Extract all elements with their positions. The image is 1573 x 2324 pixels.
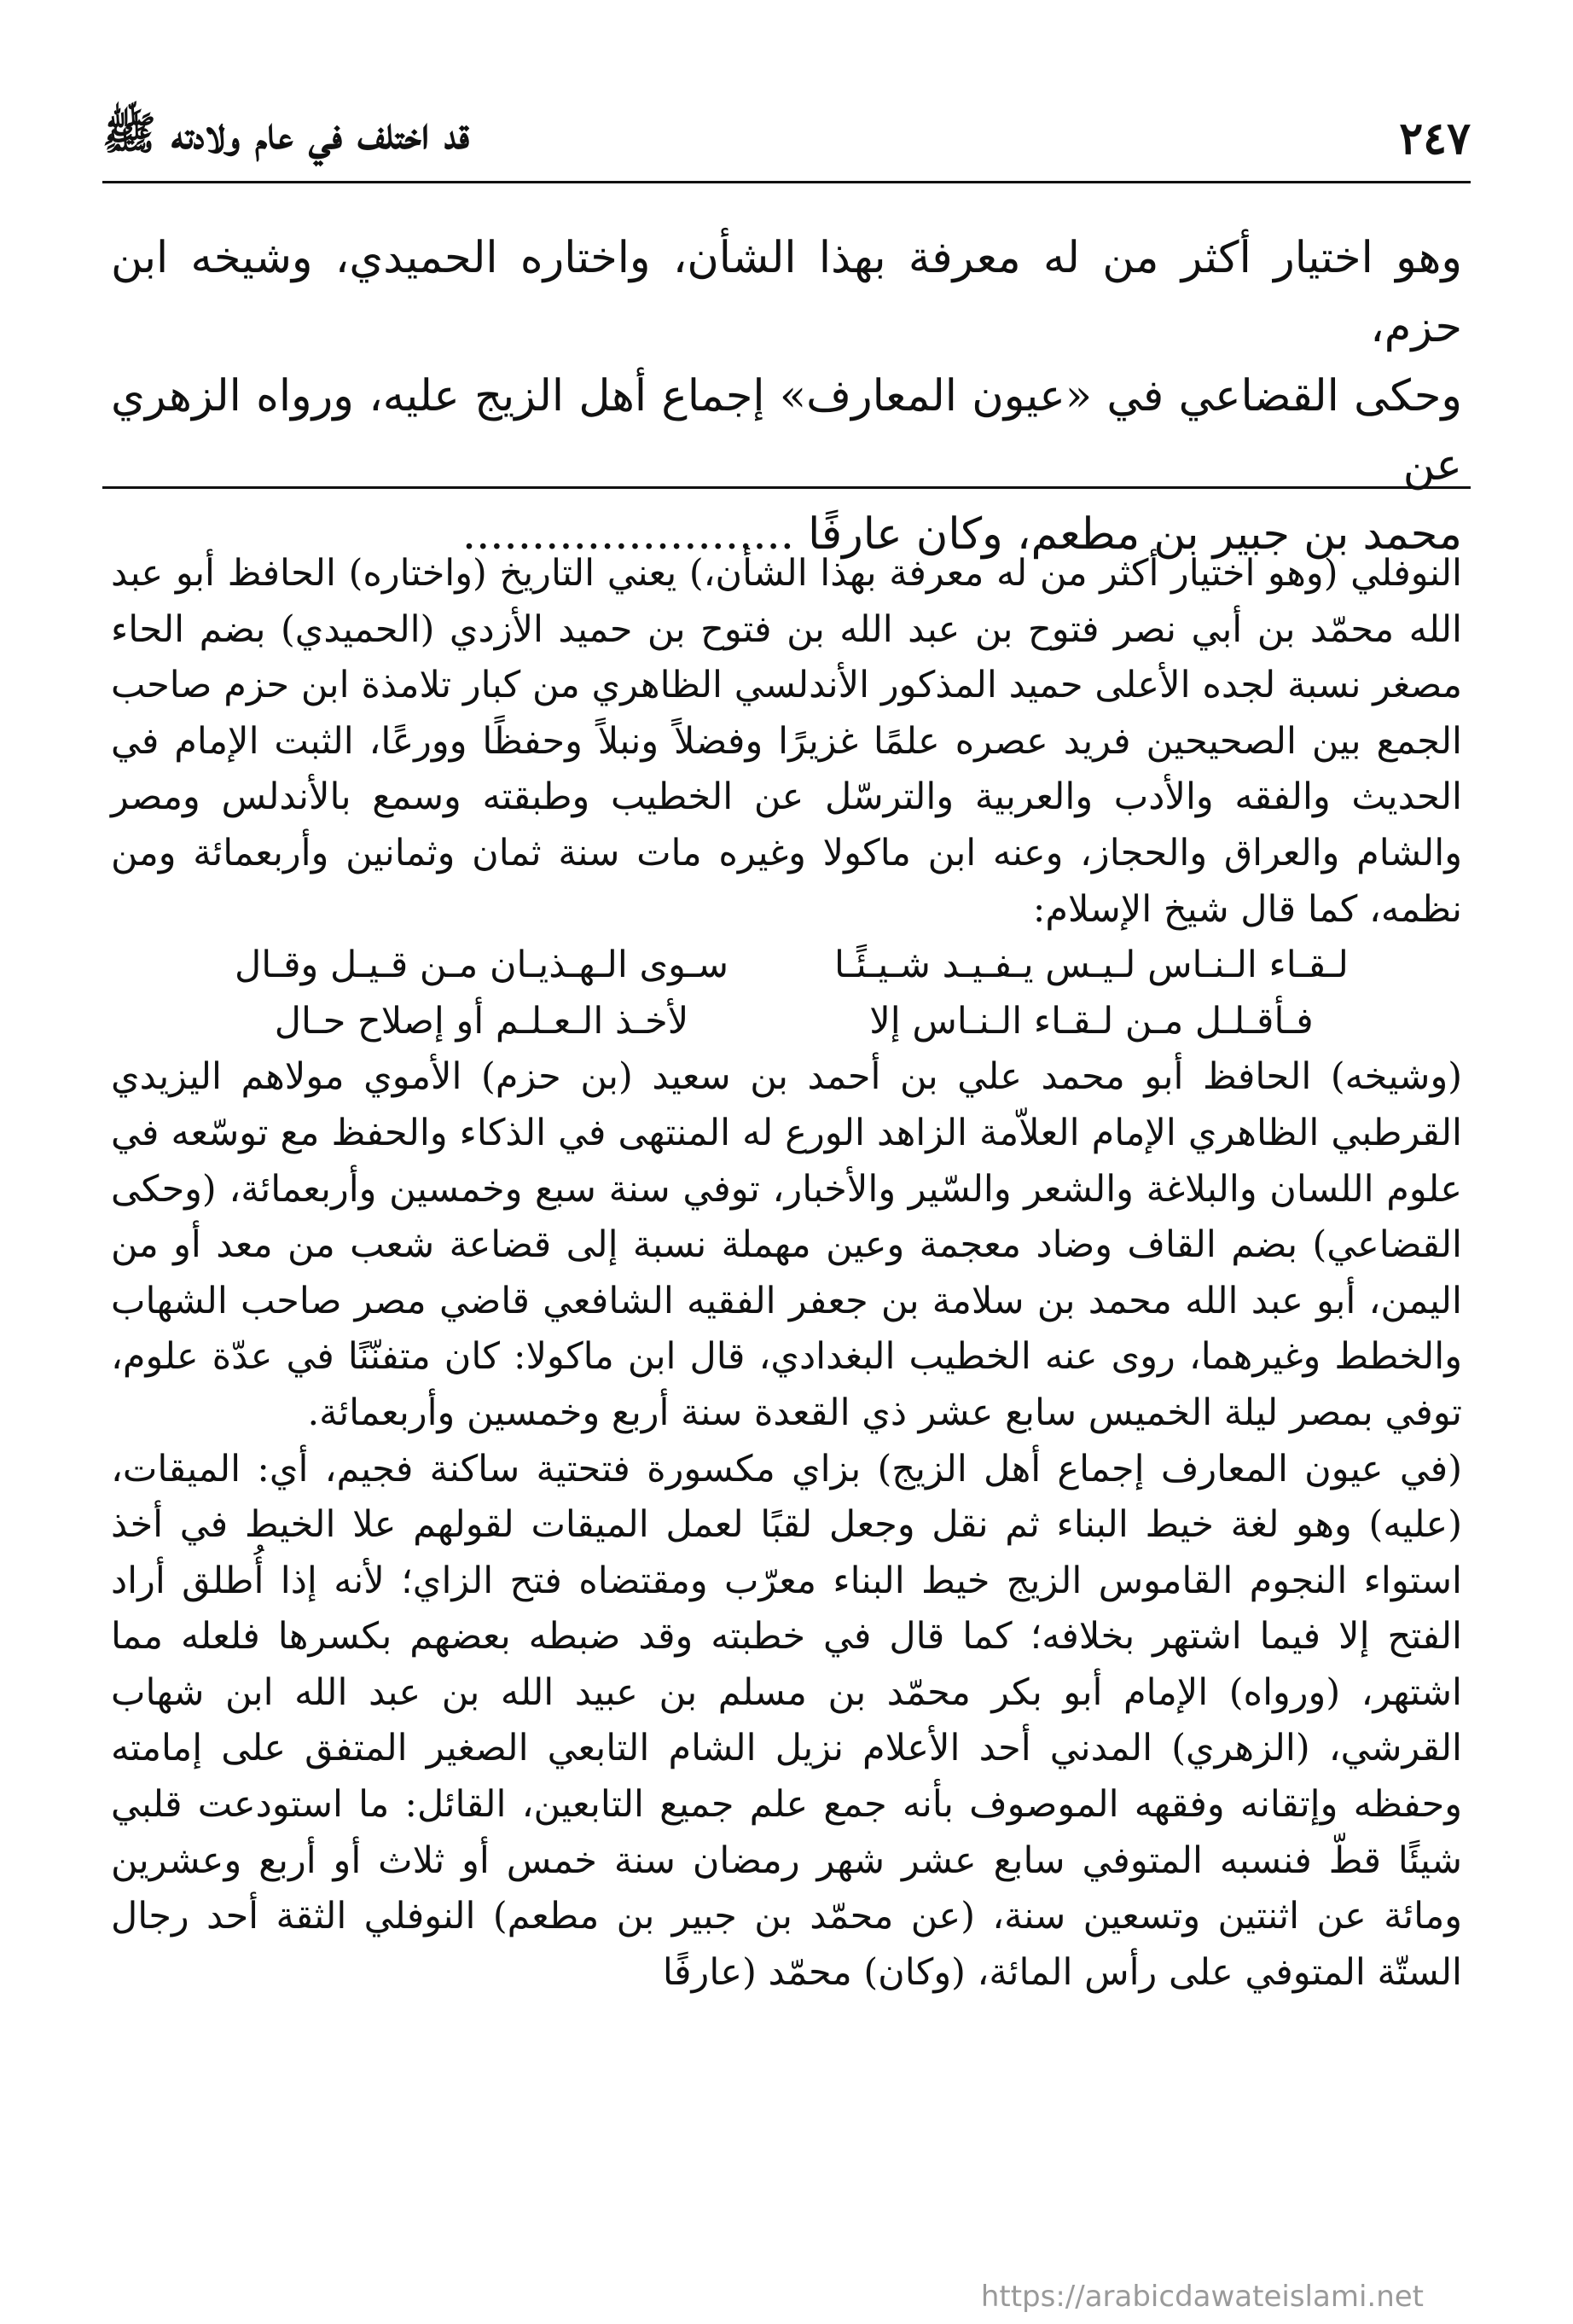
main-text-line: وهو اختيار أكثر من له معرفة بهذا الشأن، واختاره الحميدي، وشيخه ابن حزم، <box>111 233 1462 352</box>
poem-verse <box>222 938 1351 994</box>
main-text-line: وحكى القضاعي في «عيون المعارف» إجماع أهل الزيج عليه، ورواه الزهري عن <box>111 371 1462 491</box>
main-text <box>111 224 1462 569</box>
section-divider <box>102 486 1471 489</box>
poem <box>111 938 1462 1049</box>
watermark-url: https://arabicdawateislami.net <box>980 2280 1424 2314</box>
page-number: ٢٤٧ <box>1399 112 1471 165</box>
verse-second-hemistich: سـوى الـهـذيـان مـن قـيـل وقـال <box>235 944 728 987</box>
dotted-continuation: ........................ <box>461 509 794 560</box>
main-text-line-content: محمد بن جبير بن مطعم، وكان عارفًا <box>808 509 1462 560</box>
commentary-paragraph: (وشيخه) الحافظ أبو محمد علي بن أحمد بن سعيد (بن حزم) الأموي مولاهم اليزيدي القرطبي الظاهري الإمام العلاّمة الزاهد الورع له المنتهى في الذكاء والحفظ مع توسّعه في علوم اللسان والبلاغة والشعر والسّير والأخبار، توفي سنة سبع وخمسين وأربعمائة، (وحكى القضاعي) بضم القاف وضاد معجمة وعين مهملة نسبة إلى قضاعة شعب من معد أو من اليمن، أبو عبد الله محمد بن سلامة بن جعفر الفقيه الشافعي قاضي مصر صاحب الشهاب والخطط وغيرهما، روى عنه الخطيب البغدادي، قال ابن ماكولا: كان متفنّنًا في عدّة علوم، توفي بمصر ليلة الخميس سابع عشر ذي القعدة سنة أربع وخمسين وأربعمائة. <box>111 1055 1462 1434</box>
commentary-text <box>111 546 1462 2001</box>
running-title: قد اختلف في عام ولادته ﷺ <box>102 107 470 160</box>
page-header <box>102 96 1471 183</box>
verse-first-hemistich: فـأقـلـل مـن لـقـاء الـنـاس إلا <box>869 999 1314 1043</box>
commentary-paragraph: النوفلي (وهو اختيار أكثر من له معرفة بهذا الشأن،) يعني التاريخ (واختاره) الحافظ أبو عبد الله محمّد بن أبي نصر فتوح بن عبد الله بن فتوح بن حميد الأزدي (الحميدي) بضم الحاء مصغر نسبة لجده الأعلى حميد المذكور الأندلسي الظاهري من كبار تلامذة ابن حزم صاحب الجمع بين الصحيحين فريد عصره علمًا غزيرًا وفضلاً ونبلاً وحفظًا وورعًا، الثبت الإمام في الحديث والفقه والأدب والعربية والترسّل عن الخطيب وطبقته وسمع بالأندلس ومصر والشام والعراق والحجاز، وعنه ابن ماكولا وغيره مات سنة ثمان وثمانين وأربعمائة ومن نظمه، كما قال شيخ الإسلام: <box>111 552 1462 931</box>
verse-second-hemistich: لأخـذ الـعـلـم أو إصلاح حـال <box>274 999 689 1043</box>
commentary-paragraph: (في عيون المعارف إجماع أهل الزيج) بزاي مكسورة فتحتية ساكنة فجيم، أي: الميقات، (عليه) وهو لغة خيط البناء ثم نقل وجعل لقبًا لعمل الميقات لقولهم علا الخيط في أخذ استواء النجوم القاموس الزيج خيط البناء معرّب ومقتضاه فتح الزاي؛ لأنه إذا أُطلق أراد الفتح إلا فيما اشتهر بخلافه؛ كما قال في خطبته وقد ضبطه بعضهم بكسرها فلعله مما اشتهر، (ورواه) الإمام أبو بكر محمّد بن مسلم بن عبيد الله بن عبد الله ابن شهاب القرشي، (الزهري) المدني أحد الأعلام نزيل الشام التابعي الصغير المتفق على إمامته وحفظه وإتقانه وفقهه الموصوف بأنه جمع علم جميع التابعين، القائل: ما استودعت قلبي شيئًا قطّ فنسبه المتوفي سابع عشر شهر رمضان سنة خمس أو ثلاث أو أربع وعشرين ومائة عن اثنتين وتسعين سنة، (عن محمّد بن جبير بن مطعم) النوفلي الثقة أحد رجال الستّة المتوفي على رأس المائة، (وكان) محمّد (عارفًا <box>111 1447 1462 1994</box>
verse-first-hemistich: لـقـاء الـنـاس لـيـس يـفـيـد شـيـئًـا <box>834 944 1349 987</box>
poem-verse <box>222 994 1351 1050</box>
